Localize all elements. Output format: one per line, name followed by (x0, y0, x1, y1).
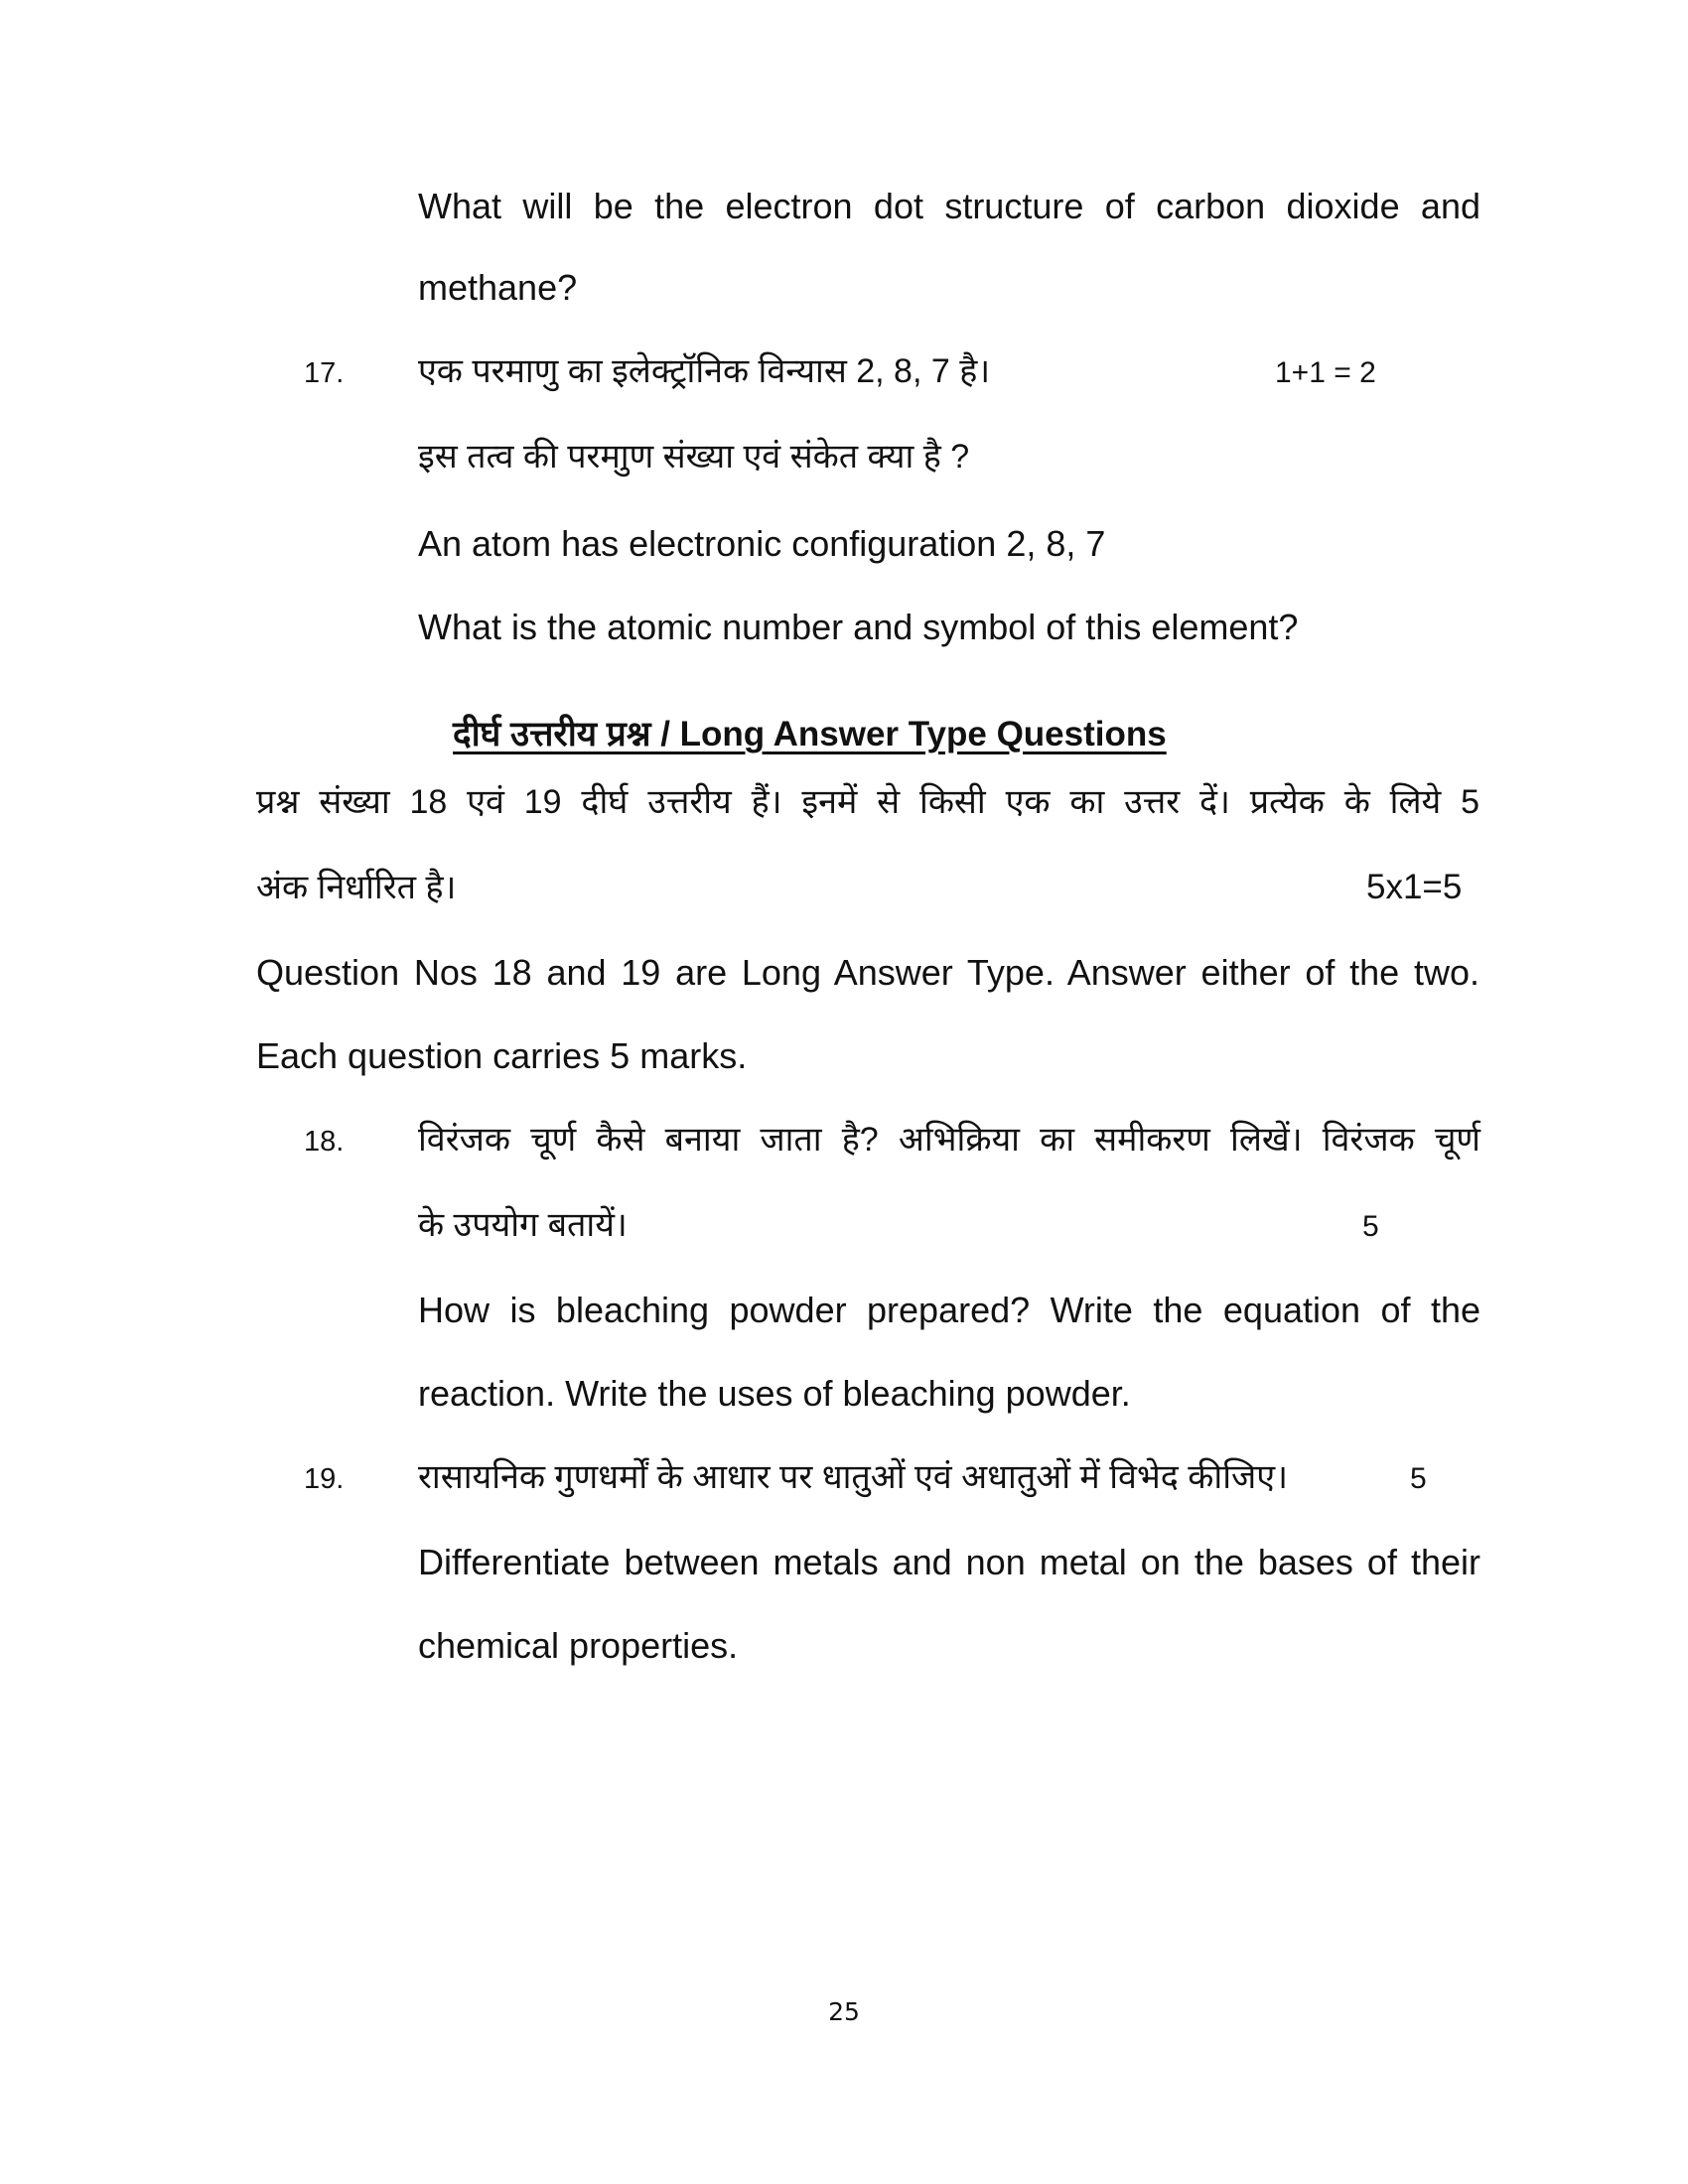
q18-hindi-line-1: विरंजक चूर्ण कैसे बनाया जाता है? अभिक्रिया का समीकरण लिखें। विरंजक चूर्ण (418, 1121, 1480, 1159)
q19-hindi-line-1: रासायनिक गुणधर्मों के आधार पर धातुओं एवं अधातुओं में विभेद कीजिए। (418, 1458, 1288, 1496)
q19-marks: 5 (1410, 1462, 1427, 1495)
continuation-line-2: methane? (418, 267, 578, 308)
question-number-17: 17. (304, 357, 345, 389)
section-marks: 5x1=5 (1366, 868, 1463, 906)
q17-english-line-2: What is the atomic number and symbol of this element? (418, 607, 1299, 647)
q19-english-line-1: Differentiate between metals and non metal on the bases of their (418, 1542, 1480, 1582)
q19-english-line-2: chemical properties. (418, 1625, 739, 1666)
q18-english-line-1: How is bleaching powder prepared? Write the equation of the (418, 1290, 1480, 1330)
q18-hindi-line-2: के उपयोग बतायें। (418, 1206, 628, 1244)
continuation-line-1: What will be the electron dot structure of carbon dioxide and (418, 186, 1480, 226)
question-number-19: 19. (304, 1463, 345, 1495)
q17-hindi-line-2: इस तत्व की परमाुण संख्या एवं संकेत क्या है ? (418, 438, 970, 476)
question-number-18: 18. (304, 1126, 345, 1158)
q17-english-line-1: An atom has electronic configuration 2, 8, 7 (418, 523, 1106, 564)
section-hindi-instruction-line-1: प्रश्न संख्या 18 एवं 19 दीर्घ उत्तरीय हैं। इनमें से किसी एक का उत्तर दें। प्रत्येक के लिये 5 (256, 783, 1479, 821)
section-heading: दीर्घ उत्तरीय प्रश्न / Long Answer Type Questions (453, 715, 1167, 753)
q18-english-line-2: reaction. Write the uses of bleaching powder. (418, 1373, 1131, 1414)
q17-hindi-line-1: एक परमाणु का इलेक्ट्रॉनिक विन्यास 2, 8, 7 है। (418, 352, 991, 390)
page-number: 25 (828, 1997, 860, 2026)
section-english-instruction-line-1: Question Nos 18 and 19 are Long Answer Type. Answer either of the two. (256, 952, 1479, 993)
section-english-instruction-line-2: Each question carries 5 marks. (256, 1035, 748, 1076)
q18-marks: 5 (1362, 1210, 1379, 1243)
section-hindi-instruction-line-2: अंक निर्धारित है। (256, 869, 457, 906)
q17-marks: 1+1 = 2 (1275, 356, 1376, 389)
